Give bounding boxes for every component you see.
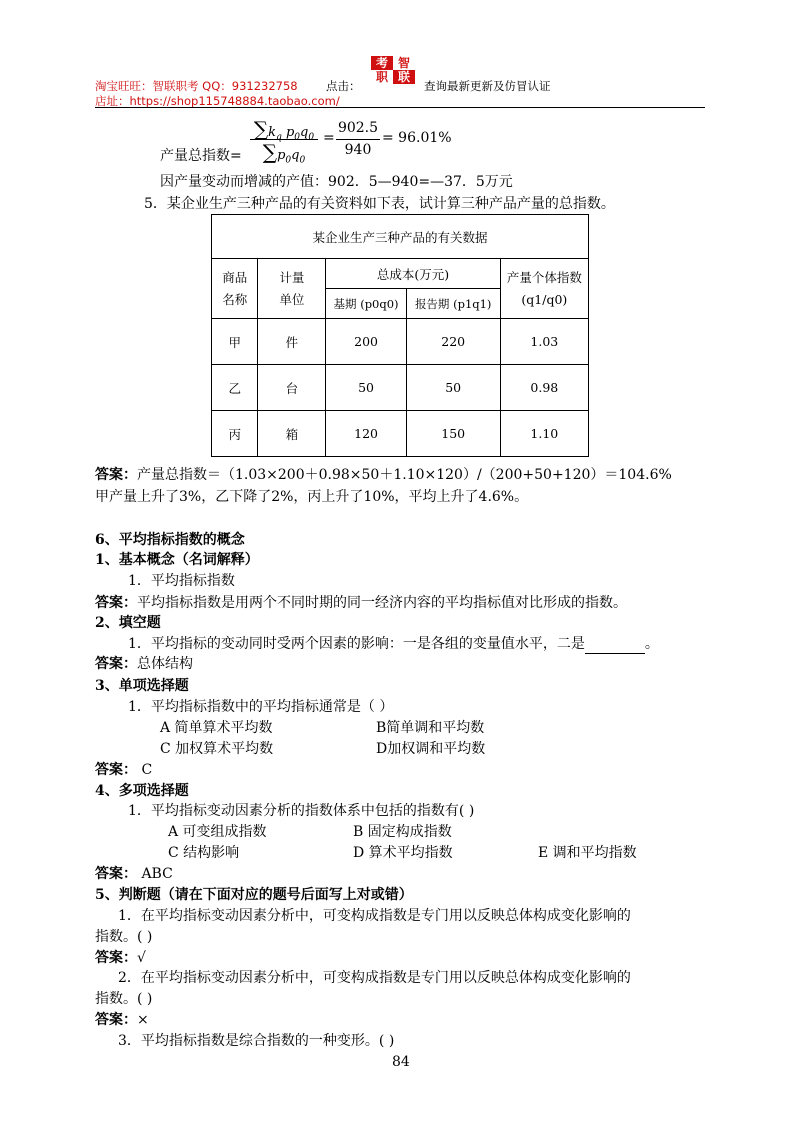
q4-option-d: D 算术平均指数 [353,845,453,861]
output-change-text: 因产量变动而增减的产值：902．5—940=—37．5万元 [160,174,513,190]
q2-text-part: 1．平均指标的变动同时受两个因素的影响：一是各组的变量值水平，二是 [128,636,585,652]
q5-1-text: 1．在平均指标变动因素分析中，可变构成指数是专门用以反映总体构成变化影响的 [118,908,631,924]
cell-name: 乙 [212,365,258,411]
header-rule [95,107,705,108]
q4-option-e: E 调和平均指数 [538,845,637,861]
cell-report: 220 [406,319,500,365]
page-number: 84 [392,1054,410,1070]
subsection-2-title: 2、填空题 [95,615,161,631]
answer-text: ABC [137,866,173,882]
logo-char: 联 [393,70,415,84]
header-report: 报告期 (p1q1) [406,289,500,319]
site-logo[interactable] [371,55,417,85]
q4-option-a: A 可变组成指数 [168,824,267,840]
answer-1 [95,593,627,613]
answer-label: 答案： [95,762,137,778]
q3-option-c: C 加权算术平均数 [160,741,274,757]
subsection-5-title: 5、判断题（请在下面对应的题号后面写上对或错） [95,887,413,903]
subsection-1-title: 1、基本概念（名词解释） [95,552,259,568]
logo-char: 职 [375,70,388,84]
cell-unit: 台 [258,365,326,411]
answer-label: 答案： [95,467,137,483]
q5-1-text-cont: 指数。( ) [95,929,153,945]
cell-unit: 箱 [258,411,326,457]
q5-2-text-cont: 指数。( ) [95,991,153,1007]
q1-text: 1．平均指标指数 [128,573,235,589]
q2-text-end: 。 [644,636,659,652]
logo-char: 考 [371,56,393,70]
formula-result: = 96.01% [382,130,452,146]
answer-text: 产量总指数＝（1.03×200＋0.98×50＋1.10×120）/（200+50+120）＝104.6% [137,467,672,483]
q3-text: 1．平均指标指数中的平均指标通常是（ ） [128,699,394,715]
answer-text: 总体结构 [137,656,193,672]
cell-index: 1.03 [500,319,588,365]
value-numerator: 902.5 [337,120,379,136]
cell-unit: 件 [258,319,326,365]
answer-text: C [137,762,153,778]
question-5-text: 5．某企业生产三种产品的有关资料如下表，试计算三种产品产量的总指数。 [144,196,615,212]
section-6-title: 6、平均指标指数的概念 [95,532,245,548]
cell-name: 甲 [212,319,258,365]
shop-url-link[interactable]: 店址：https://shop115748884.taobao.com/ [95,94,340,108]
value-denominator: 940 [344,142,372,158]
header-verify-text[interactable]: 查询最新更新及仿冒认证 [424,79,551,93]
q4-option-b: B 固定构成指数 [353,824,452,840]
q3-option-a: A 简单算术平均数 [160,720,273,736]
answer-label: 答案： [95,1012,137,1028]
header-name: 商品 名称 [212,259,258,319]
answer-3 [95,760,152,780]
formula-numerator: $\sum k_q$ $p_0q_0$ [253,117,315,143]
q5-2-text: 2．在平均指标变动因素分析中，可变构成指数是专门用以反映总体构成变化影响的 [118,970,631,986]
q4-option-c: C 结构影响 [168,845,240,861]
header-base: 基期 (p0q0) [326,289,406,319]
answer-5-2 [95,1010,149,1030]
answer-4 [95,864,173,884]
answer-5-1 [95,948,146,968]
q5-3-text: 3．平均指标指数是综合指数的一种变形。( ) [118,1033,395,1049]
cell-report: 150 [406,411,500,457]
answer-5-detail: 甲产量上升了3%，乙下降了2%，丙上升了10%，平均上升了4.6%。 [95,489,529,505]
cell-base: 200 [326,319,406,365]
subsection-3-title: 3、单项选择题 [95,678,189,694]
cell-base: 50 [326,365,406,411]
subsection-4-title: 4、多项选择题 [95,783,189,799]
table-row [212,411,589,457]
q3-option-d: D加权调和平均数 [376,741,486,757]
formula-label: 产量总指数= [160,148,242,164]
cell-name: 丙 [212,411,258,457]
fill-blank [585,639,645,654]
q4-text: 1．平均指标变动因素分析的指数体系中包括的指数有( ) [128,803,475,819]
answer-label: 答案： [95,656,137,672]
answer-5 [95,465,672,485]
header-contact: 淘宝旺旺：智联职考 QQ：931232758 [95,79,298,93]
table-row [212,319,589,365]
formula-denominator: $\sum p_0q_0$ [262,140,306,166]
answer-label: 答案： [95,595,137,611]
cell-base: 120 [326,411,406,457]
answer-text: 平均指标指数是用两个不同时期的同一经济内容的平均指标值对比形成的指数。 [137,595,627,611]
q2-text [128,634,659,654]
answer-text: × [137,1012,149,1028]
cell-index: 0.98 [500,365,588,411]
product-data-table [211,214,589,457]
table-title: 某企业生产三种产品的有关数据 [212,215,589,259]
cell-report: 50 [406,365,500,411]
table-row [212,365,589,411]
answer-label: 答案： [95,950,137,966]
equals-sign: = [323,130,335,146]
header-unit: 计量 单位 [258,259,326,319]
logo-char: 智 [397,56,410,70]
q3-option-b: B简单调和平均数 [376,720,485,736]
answer-2 [95,654,193,674]
answer-text: √ [137,950,146,966]
header-cost: 总成本(万元) [326,259,500,289]
header-index: 产量个体指数 (q1/q0) [500,259,588,319]
header-click-label: 点击： [326,79,361,93]
answer-label: 答案： [95,866,137,882]
cell-index: 1.10 [500,411,588,457]
